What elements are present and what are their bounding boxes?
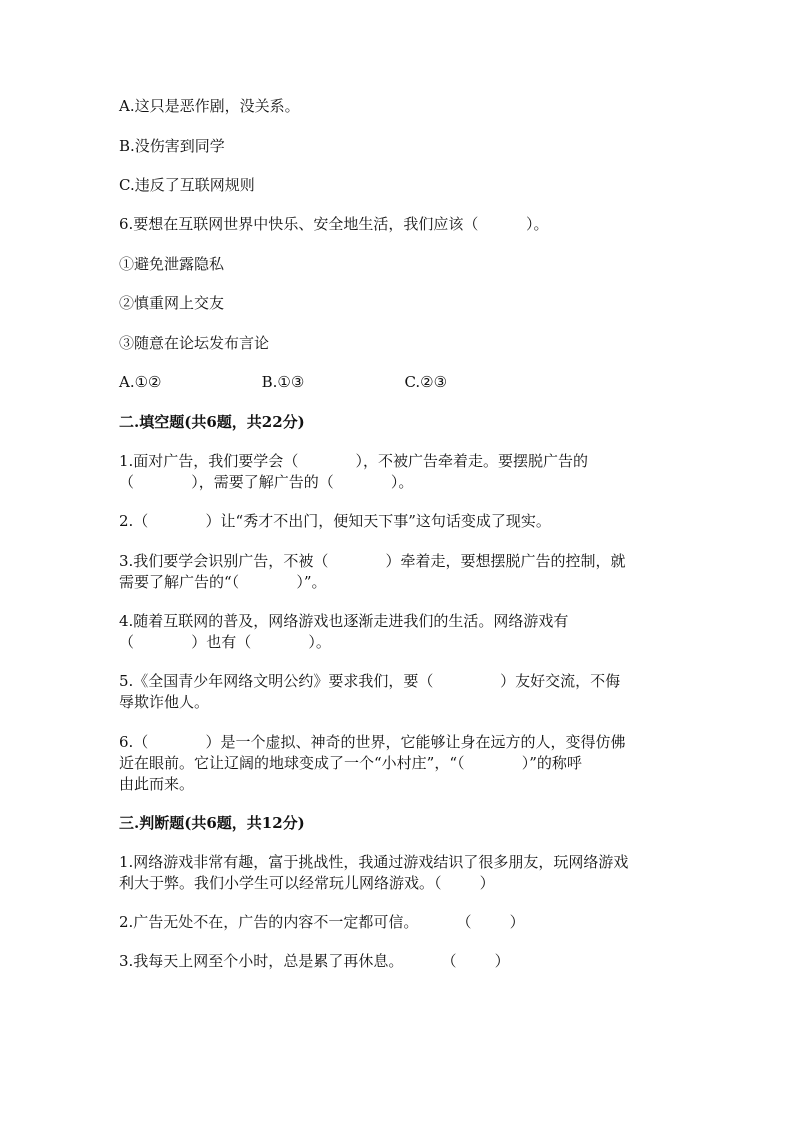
fill-blank-q6-line3: 由此而来。 (119, 775, 195, 793)
option-b: B.没伤害到同学 (119, 137, 225, 155)
true-false-q2: 2.广告无处不在，广告的内容不一定都可信。 （ ） (119, 913, 525, 931)
statement-2: ②慎重网上交友 (119, 294, 225, 312)
fill-blank-q1-line1: 1.面对广告，我们要学会（ ），不被广告牵着走。要摆脱广告的 (119, 452, 589, 470)
option-a: A.这只是恶作剧，没关系。 (119, 97, 300, 115)
option-c: C.违反了互联网规则 (119, 176, 255, 194)
true-false-q1-line1: 1.网络游戏非常有趣，富于挑战性，我通过游戏结识了很多朋友，玩网络游戏 (119, 853, 629, 871)
section-heading-fill-blank: 二.填空题(共6题，共22分) (119, 413, 305, 431)
fill-blank-q5-line2: 辱欺诈他人。 (119, 693, 210, 711)
statement-3: ③随意在论坛发布言论 (119, 334, 270, 352)
true-false-q3: 3.我每天上网至个小时，总是累了再休息。 （ ） (119, 952, 510, 970)
fill-blank-q6-line2: 近在眼前。它让辽阔的地球变成了一个“小村庄”，“（ ）”的称呼 (119, 754, 582, 772)
fill-blank-q3-line2: 需要了解广告的“（ ）”。 (119, 573, 327, 591)
fill-blank-q2: 2.（ ）让“秀才不出门，便知天下事”这句话变成了现实。 (119, 512, 551, 530)
fill-blank-q4-line1: 4.随着互联网的普及，网络游戏也逐渐走进我们的生活。网络游戏有 (119, 612, 569, 630)
statement-1: ①避免泄露隐私 (119, 255, 225, 273)
fill-blank-q1-line2: （ ），需要了解广告的（ ）。 (119, 473, 414, 491)
fill-blank-q3-line1: 3.我们要学会识别广告，不被（ ）牵着走，要想摆脱广告的控制，就 (119, 552, 626, 570)
fill-blank-q4-line2: （ ）也有（ ）。 (119, 633, 331, 651)
question-6: 6.要想在互联网世界中快乐、安全地生活，我们应该（ ）。 (119, 215, 549, 233)
section-heading-true-false: 三.判断题(共6题，共12分) (119, 814, 305, 832)
fill-blank-q6-line1: 6.（ ）是一个虚拟、神奇的世界，它能够让身在远方的人，变得仿佛 (119, 733, 626, 751)
answer-options: A.①② B.①③ C.②③ (119, 373, 448, 391)
fill-blank-q5-line1: 5.《全国青少年网络文明公约》要求我们，要（ ）友好交流，不侮 (119, 672, 621, 690)
true-false-q1-line2: 利大于弊。我们小学生可以经常玩儿网络游戏。（ ） (119, 874, 495, 892)
